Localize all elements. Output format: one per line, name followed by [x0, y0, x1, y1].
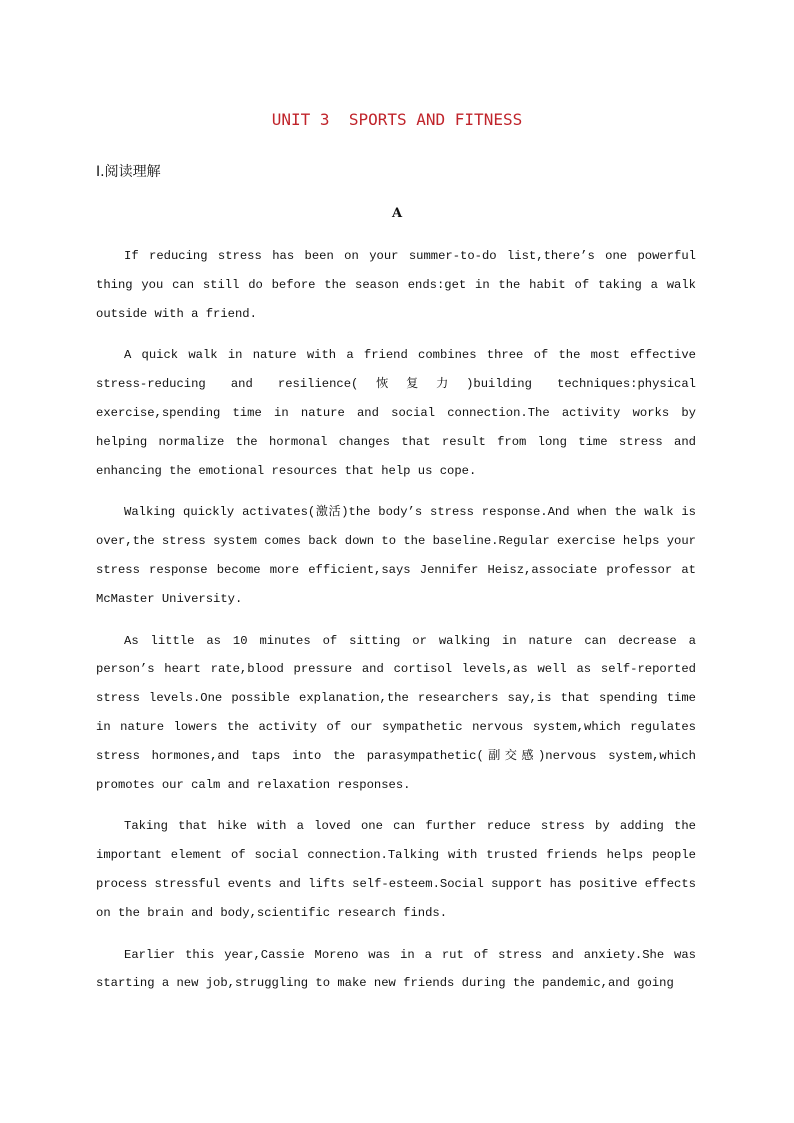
- passage-label: A: [391, 206, 403, 221]
- passage-body: [96, 242, 696, 1011]
- paragraph-5: Taking that hike with a loved one can further reduce stress by adding the important element of social connection.Talking with trusted friends helps people process stressful events and lifts self-esteem.Social support has positive effects on the brain and body,scientific research finds.: [96, 819, 696, 920]
- paragraph-3: Walking quickly activates(激活)the body’s stress response.And when the walk is over,the stress system comes back down to the baseline.Regular exercise helps your stress response become more efficient,says Jennifer Heisz,associate professor at McMaster University.: [96, 505, 696, 606]
- section-heading: Ⅰ.阅读理解: [96, 164, 161, 180]
- paragraph-4: As little as 10 minutes of sitting or walking in nature can decrease a person’s heart rate,blood pressure and cortisol levels,as well as self-reported stress levels.One possible explanation,the researchers say,is that spending time in nature lowers the activity of our sympathetic nervous system,which regulates stress hormones,and taps into the parasympathetic(副交感)nervous system,which promotes our calm and relaxation responses.: [96, 633, 696, 792]
- unit-title: UNIT 3 SPORTS AND FITNESS: [271, 110, 523, 129]
- paragraph-6: Earlier this year,Cassie Moreno was in a rut of stress and anxiety.She was starting a new job,struggling to make new friends during the pandemic,and going: [96, 947, 696, 991]
- paragraph-2: A quick walk in nature with a friend combines three of the most effective stress-reducing and resilience(恢复力)building techniques:physical exercise,spending time in nature and social connection.The activity works by helping normalize the hormonal changes that result from long time stress and enhancing the emotional resources that help us cope.: [96, 348, 696, 478]
- paragraph-1: If reducing stress has been on your summer-to-do list,there’s one powerful thing you can still do before the season ends:get in the habit of taking a walk outside with a friend.: [96, 249, 696, 321]
